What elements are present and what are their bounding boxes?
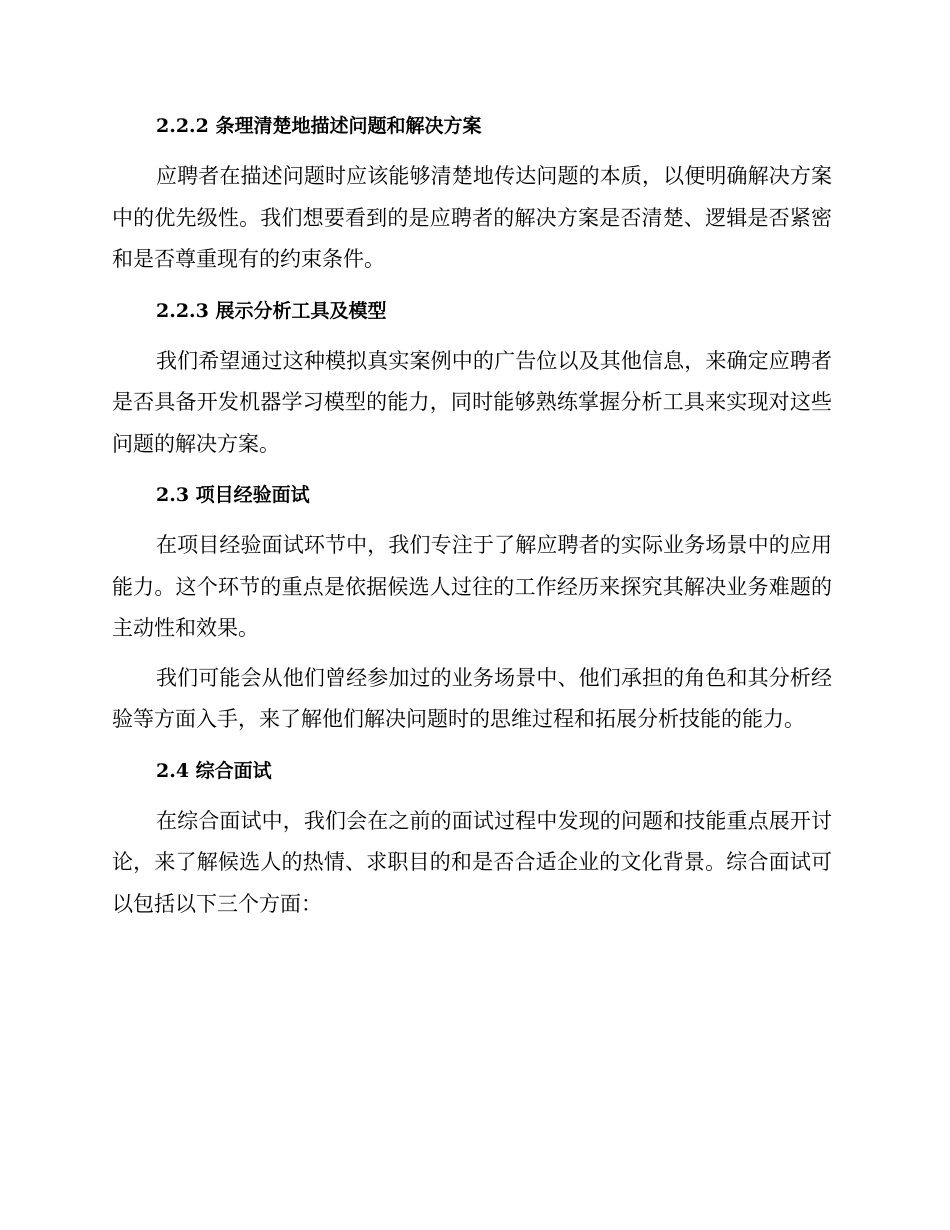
document-page (112, 104, 832, 933)
section-heading-2-3: 2.3 项目经验面试 (156, 484, 310, 506)
paragraph: 应聘者在描述问题时应该能够清楚地传达问题的本质，以便明确解决方案中的优先级性。我们想要看到的是应聘者的解决方案是否清楚、逻辑是否紧密和是否尊重现有的约束条件。 (112, 164, 832, 271)
paragraph: 我们可能会从他们曾经参加过的业务场景中、他们承担的角色和其分析经验等方面入手，来了解他们解决问题时的思维过程和拓展分析技能的能力。 (112, 665, 832, 731)
section-heading-2-2-2: 2.2.2 条理清楚地描述问题和解决方案 (156, 115, 482, 137)
paragraph: 在项目经验面试环节中，我们专注于了解应聘者的实际业务场景中的应用能力。这个环节的重点是依据候选人过往的工作经历来探究其解决业务难题的主动性和效果。 (112, 533, 832, 640)
section-heading-2-2-3: 2.2.3 展示分析工具及模型 (156, 299, 387, 322)
section-heading-2-4: 2.4 综合面试 (156, 759, 272, 782)
paragraph: 在综合面试中，我们会在之前的面试过程中发现的问题和技能重点展开讨论，来了解候选人的热情、求职目的和是否合适企业的文化背景。综合面试可以包括以下三个方面： (112, 808, 832, 916)
paragraph: 我们希望通过这种模拟真实案例中的广告位以及其他信息，来确定应聘者是否具备开发机器学习模型的能力，同时能够熟练掌握分析工具来实现对这些问题的解决方案。 (112, 348, 832, 456)
